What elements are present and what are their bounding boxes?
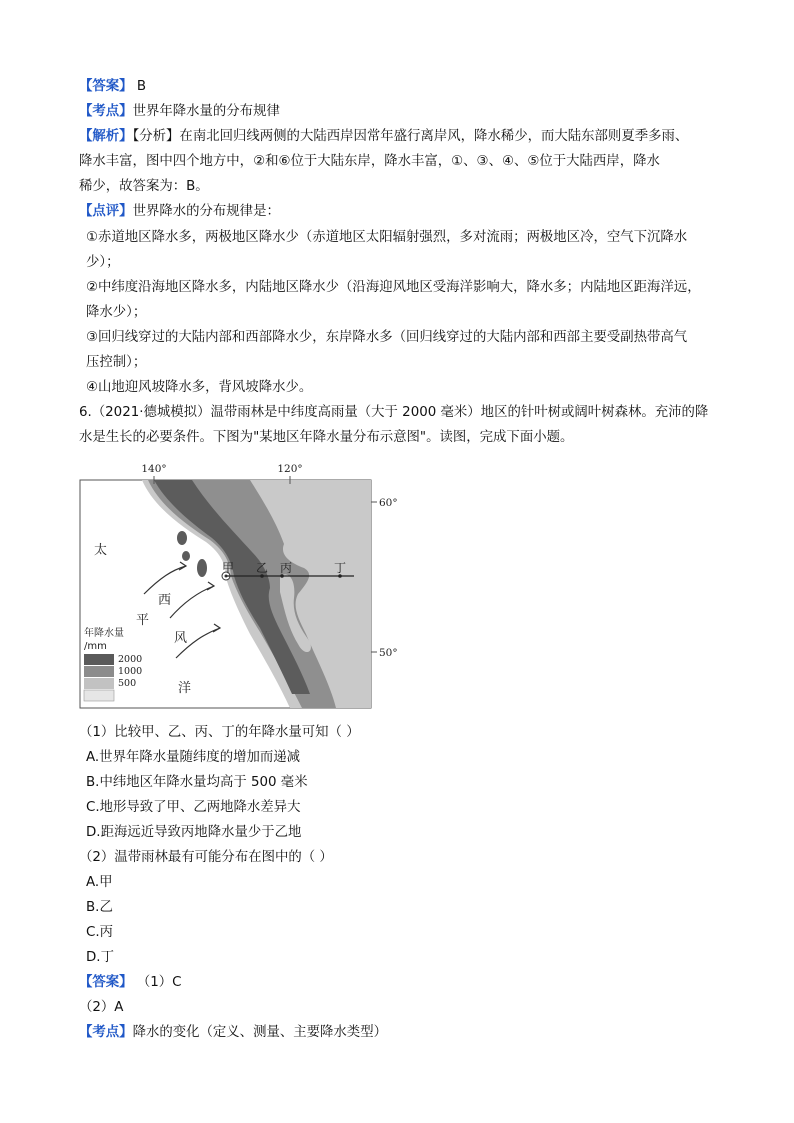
kaodian-tag: 【考点】 [79,1025,133,1040]
legend-swatch-1000 [84,666,114,677]
legend-value: 1000 [118,666,143,677]
kaodian-text: 降水的变化（定义、测量、主要降水类型） [132,1025,387,1040]
kaodian-text: 世界年降水量的分布规律 [132,104,280,119]
question-stem: 水是生长的必要条件。下图为"某地区年降水量分布示意图"。读图，完成下面小题。 [79,430,574,445]
jiexi-tag: 【解析】 [79,129,133,144]
legend-value: 2000 [118,654,143,665]
place-ding: 丁 [334,561,347,575]
answer-line [79,78,146,96]
jiexi-text: 【分析】在南北回归线两侧的大陆西岸因常年盛行离岸风，降水稀少，而大陆东部则夏季多雨、 [132,129,689,144]
island [197,559,207,577]
island [177,531,187,545]
rule-line: ①赤道地区降水多，两极地区降水少（赤道地区太阳辐射强烈，多对流雨；两极地区冷，空气下沉降水 [86,230,688,245]
jiexi-line: 稀少，故答案为：B。 [79,179,209,194]
subquestion-2: （2）温带雨林最有可能分布在图中的（ ） [79,850,333,865]
kaodian-tag: 【考点】 [79,104,133,119]
place-jia: 甲 [222,561,235,575]
dianping-text: 世界降水的分布规律是： [132,204,280,219]
rule-line: ②中纬度沿海地区降水多，内陆地区降水少（沿海迎风地区受海洋影响大，降水多；内陆地区距海洋远， [86,280,701,295]
rule-line: ③回归线穿过的大陆内部和西部降水少，东岸降水多（回归线穿过的大陆内部和西部主要受副热带高气 [86,330,688,345]
precipitation-map [74,458,404,712]
option-a: A.世界年降水量随纬度的增加而递减 [86,750,301,765]
answer-value: B [132,79,147,94]
lon-label: 120° [277,463,303,475]
option-b: B.乙 [86,900,113,915]
legend-swatch-2000 [84,654,114,665]
option-a: A.甲 [86,875,113,890]
legend-swatch-500 [84,678,114,689]
ocean-label: 平 [136,613,150,628]
option-d: D.距海远近导致丙地降水量少于乙地 [86,825,302,840]
answer-value: （1）C [132,975,182,990]
option-b: B.中纬地区年降水量均高于 500 毫米 [86,775,308,790]
jiexi-line: 降水丰富，图中四个地方中，②和⑥位于大陆东岸，降水丰富，①、③、④、⑤位于大陆西岸，降水 [79,154,660,169]
rule-line: 少）； [86,255,120,270]
legend-value: 500 [118,678,137,689]
dianping-tag: 【点评】 [79,204,133,219]
option-d: D.丁 [86,950,114,965]
ocean-label: 洋 [178,681,192,696]
answer-tag: 【答案】 [79,79,133,94]
answer-value-2: （2）A [79,1000,124,1015]
rule-line: 压控制）； [86,355,147,370]
jiexi-line [79,128,688,146]
rule-line: 降水少）； [86,305,147,320]
ocean-label: 太 [94,543,108,558]
island [182,551,190,561]
answer-line [79,974,181,992]
kaodian-line [79,1024,387,1042]
lat-label: 60° [379,497,398,509]
lon-label: 140° [141,463,167,475]
place-yi: 乙 [256,561,269,575]
kaodian-line [79,103,280,121]
wind-label: 西 [158,593,172,608]
option-c: C.丙 [86,925,113,940]
rule-line: ④山地迎风坡降水多，背风坡降水少。 [86,380,313,395]
option-c: C.地形导致了甲、乙两地降水差异大 [86,800,301,815]
question-stem: 6.（2021·德城模拟）温带雨林是中纬度高雨量（大于 2000 毫米）地区的针叶树或阔叶树森林。充沛的降 [79,405,709,420]
answer-tag: 【答案】 [79,975,133,990]
subquestion-1: （1）比较甲、乙、丙、丁的年降水量可知（ ） [79,725,360,740]
legend-unit: /mm [84,641,107,652]
wind-label: 风 [174,631,188,646]
dianping-line [79,203,280,221]
legend-title: 年降水量 [84,628,124,639]
place-bing: 丙 [280,561,293,575]
lat-label: 50° [379,647,398,659]
